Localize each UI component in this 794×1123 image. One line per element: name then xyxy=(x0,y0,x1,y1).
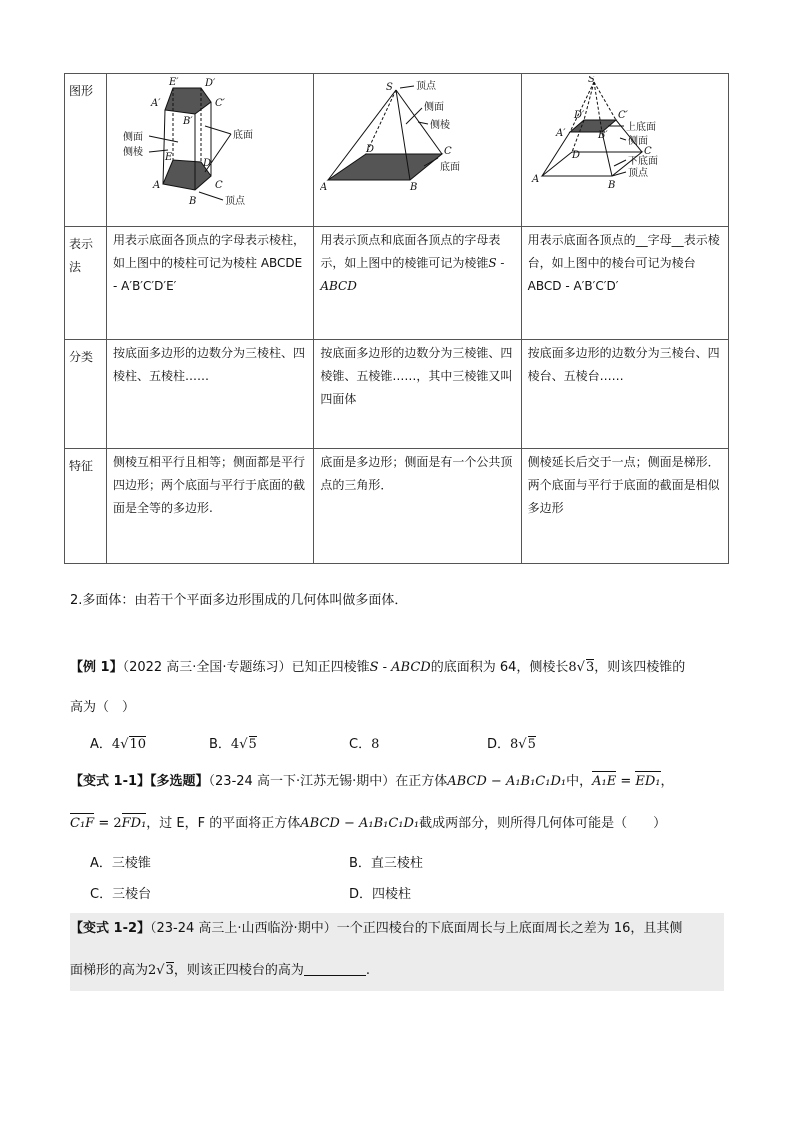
prism-label-vertex: 顶点 xyxy=(225,196,245,207)
frustum-label-lower-base: 下底面 xyxy=(627,156,658,167)
prism-features: 侧棱互相平行且相等；侧面都是平行四边形；两个底面与平行于底面的截面是全等的多边形. xyxy=(107,449,314,564)
example-1-side-coef: 8 xyxy=(568,660,577,675)
example-1: 【例 1】（2022 高三·全国·专题练习）已知正四棱锥S - ABCD的底面积为 64，侧棱长8√3，则该四棱锥的 xyxy=(70,660,686,675)
table-row-classification xyxy=(65,340,729,449)
frustum-notation-underlined: __字母__ xyxy=(635,233,684,247)
variant-1-1-cube: ABCD − A₁B₁C₁D₁ xyxy=(447,774,567,789)
example-1-stem-a: 已知正四棱锥 xyxy=(291,660,370,675)
variant-1-2-end: . xyxy=(365,963,371,978)
pyramid-label-d: D xyxy=(366,144,375,155)
pyramid-notation-symbol: S - ABCD xyxy=(320,256,505,293)
variant-1-1-option-b[interactable] xyxy=(349,852,423,871)
vector-c1f: C₁F xyxy=(70,816,95,831)
example-1-option-d[interactable]: D．8√5 xyxy=(487,737,536,752)
variant-1-1-line-2: C₁F = 2FD₁，过 E，F 的平面将正方体ABCD − A₁B₁C₁D₁截成两部分，则所得几何体可能是（ ） xyxy=(70,816,667,831)
prism-label-c-prime: C′ xyxy=(215,98,225,109)
option-label: C． xyxy=(90,887,113,902)
frustum-notation-after: 表示棱台，如上图中的棱台可记为棱台 ABCD - A′B′C′D′ xyxy=(527,233,720,293)
example-1-option-a[interactable]: A．4√10 xyxy=(90,737,147,752)
vector-fd1: FD₁ xyxy=(121,816,147,831)
option-text: 四棱柱 xyxy=(372,887,412,902)
vector-a1e: A₁E xyxy=(592,774,617,789)
variant-1-1: 【变式 1-1】【多选题】（23-24 高一下·江苏无锡·期中）在正方体ABCD − A₁B₁C₁D₁中，A₁E = ED₁， xyxy=(70,774,674,789)
table-row-notation xyxy=(65,227,729,340)
prism-label-side-edge: 侧棱 xyxy=(123,147,143,158)
frustum-label-c-prime: C′ xyxy=(617,110,628,121)
row-header-features: 特征 xyxy=(65,449,107,564)
pyramid-figure-cell xyxy=(314,74,521,227)
frustum-label-a: A xyxy=(531,174,539,185)
pyramid-notation-text: 用表示顶点和底面各顶点的字母表示，如上图中的棱锥可记为棱锥 xyxy=(320,233,501,270)
pyramid-label-c: C xyxy=(444,146,452,157)
polyhedron-definition: 2.多面体：由若干个平面多边形围成的几何体叫做多面体． xyxy=(70,593,408,608)
vector-ed1: ED₁ xyxy=(635,774,661,789)
frustum-label-d: D xyxy=(571,150,580,161)
prism-label-d-prime: D′ xyxy=(205,78,216,89)
prism-label-e: E xyxy=(165,152,173,163)
example-1-option-c[interactable] xyxy=(349,733,379,752)
option-label: A． xyxy=(90,737,112,752)
variant-1-1-option-a[interactable] xyxy=(90,852,151,871)
option-label: B． xyxy=(349,856,371,871)
frustum-notation-before: 用表示底面各顶点的 xyxy=(527,233,636,247)
option-rad: 10 xyxy=(129,737,147,752)
frustum-figure xyxy=(528,76,728,208)
option-text: 直三棱柱 xyxy=(370,856,423,871)
variant-1-1-type-tag: 【多选题】 xyxy=(150,774,209,789)
option-label: D． xyxy=(349,887,373,902)
example-1-side-rad: 3 xyxy=(585,660,595,675)
pyramid-label-vertex: 顶点 xyxy=(416,81,437,92)
pyramid-classification: 按底面多边形的边数分为三棱锥、四棱锥、五棱锥……，其中三棱锥又叫四面体 xyxy=(314,340,521,449)
answer-blank[interactable] xyxy=(304,962,366,976)
prism-label-e-prime: E′ xyxy=(169,77,179,88)
variant-1-2-stem-a: 一个正四棱台的下底面周长与上底面周长之差为 16，且其侧 xyxy=(336,921,683,936)
table-row-features xyxy=(65,449,729,564)
option-label: A． xyxy=(90,856,112,871)
frustum-label-s: S xyxy=(587,76,595,85)
variant-1-1-option-d[interactable] xyxy=(349,883,411,902)
prism-label-side-face: 侧面 xyxy=(123,132,143,143)
frustum-features: 侧棱延长后交于一点；侧面是梯形．两个底面与平行于底面的截面是相似多边形 xyxy=(521,449,728,564)
pyramid-features: 底面是多边形；侧面是有一个公共顶点的三角形． xyxy=(314,449,521,564)
variant-1-1-tag: 【变式 1-1】 xyxy=(70,774,151,789)
frustum-classification: 按底面多边形的边数分为三棱台、四棱台、五棱台…… xyxy=(521,340,728,449)
pyramid-label-s: S xyxy=(386,82,394,93)
pyramid-label-a: A xyxy=(320,182,328,193)
variant-1-2-stem-c: ，则该正四棱台的高为 xyxy=(173,963,304,978)
option-coef: 8 xyxy=(371,737,380,752)
variant-1-1-option-c[interactable] xyxy=(90,883,151,902)
variant-1-1-source: （23-24 高一下·江苏无锡·期中） xyxy=(208,774,396,789)
frustum-label-side-face: 侧面 xyxy=(627,136,648,147)
comparison-table xyxy=(64,73,729,564)
variant-1-1-stem-c: ，过 E，F 的平面将正方体 xyxy=(146,816,301,831)
frustum-label-c: C xyxy=(643,146,652,157)
variant-1-1-stem-a: 在正方体 xyxy=(395,774,448,789)
example-1-source: （2022 高三·全国·专题练习） xyxy=(122,660,292,675)
variant-1-1-cube-2: ABCD − A₁B₁C₁D₁ xyxy=(300,816,420,831)
prism-figure-cell xyxy=(107,74,314,227)
frustum-label-b-prime: B′ xyxy=(597,130,608,141)
pyramid-label-side-face: 侧面 xyxy=(424,102,445,113)
example-1-stem-c: ，则该四棱锥的 xyxy=(594,660,686,675)
row-header-classification: 分类 xyxy=(65,340,107,449)
option-label: D． xyxy=(487,737,511,752)
prism-label-base: 底面 xyxy=(233,130,253,141)
pyramid-figure xyxy=(320,76,510,208)
vector-coef: 2 xyxy=(113,816,122,831)
option-coef: 4 xyxy=(111,737,121,752)
option-label: C． xyxy=(349,737,372,752)
option-label: B． xyxy=(209,737,231,752)
prism-notation: 用表示底面各顶点的字母表示棱柱，如上图中的棱柱可记为棱柱 ABCDE - A′B′C′D′E′ xyxy=(107,227,314,340)
option-text: 三棱台 xyxy=(112,887,152,902)
frustum-figure-cell xyxy=(521,74,728,227)
pyramid-label-base: 底面 xyxy=(440,162,461,173)
variant-1-1-stem-d: 截成两部分，则所得几何体可能是（ ） xyxy=(419,816,667,831)
frustum-label-d-prime: D′ xyxy=(573,110,584,121)
prism-label-b: B xyxy=(189,196,197,207)
pyramid-label-b: B xyxy=(410,182,418,193)
option-rad: 5 xyxy=(527,737,536,752)
frustum-label-a-prime: A′ xyxy=(555,128,566,139)
pyramid-label-side-edge: 侧棱 xyxy=(430,120,451,131)
prism-label-a: A xyxy=(153,180,161,191)
example-1-tag: 【例 1】 xyxy=(70,660,123,675)
frustum-label-b: B xyxy=(607,180,616,191)
pyramid-notation xyxy=(314,227,521,340)
prism-classification: 按底面多边形的边数分为三棱柱、四棱柱、五棱柱…… xyxy=(107,340,314,449)
variant-1-2-stem-b: 面梯形的高为 xyxy=(70,963,149,978)
variant-1-2-rad: 3 xyxy=(165,963,174,978)
example-1-stem-d: 高为（ ） xyxy=(70,700,136,715)
prism-figure xyxy=(113,76,303,208)
option-coef: 8 xyxy=(510,737,519,752)
frustum-label-vertex: 顶点 xyxy=(627,168,648,179)
variant-1-1-stem-b: 中， xyxy=(566,774,593,789)
option-rad: 5 xyxy=(248,737,257,752)
example-1-symbol: S - ABCD xyxy=(369,660,431,675)
variant-1-2-line-2: 面梯形的高为2√3，则该正四棱台的高为 . xyxy=(70,963,371,978)
variant-1-2-coef: 2 xyxy=(148,963,157,978)
prism-label-c: C xyxy=(215,180,223,191)
example-1-stem-b: 的底面积为 64，侧棱长 xyxy=(430,660,569,675)
prism-label-a-prime: A′ xyxy=(151,98,161,109)
prism-label-d: D xyxy=(203,158,212,169)
table-row-figure xyxy=(65,74,729,227)
variant-1-2-tag: 【变式 1-2】 xyxy=(70,921,151,936)
option-coef: 4 xyxy=(230,737,240,752)
frustum-notation xyxy=(521,227,728,340)
row-header-notation: 表示法 xyxy=(65,227,107,340)
option-text: 三棱锥 xyxy=(111,856,151,871)
frustum-label-upper-base: 上底面 xyxy=(625,122,656,133)
variant-1-2 xyxy=(70,920,725,938)
variant-1-2-source: （23-24 高三上·山西临汾·期中） xyxy=(150,921,337,936)
row-header-figure: 图形 xyxy=(65,74,107,227)
prism-label-b-prime: B′ xyxy=(183,116,193,127)
example-1-option-b[interactable]: B．4√5 xyxy=(209,737,257,752)
